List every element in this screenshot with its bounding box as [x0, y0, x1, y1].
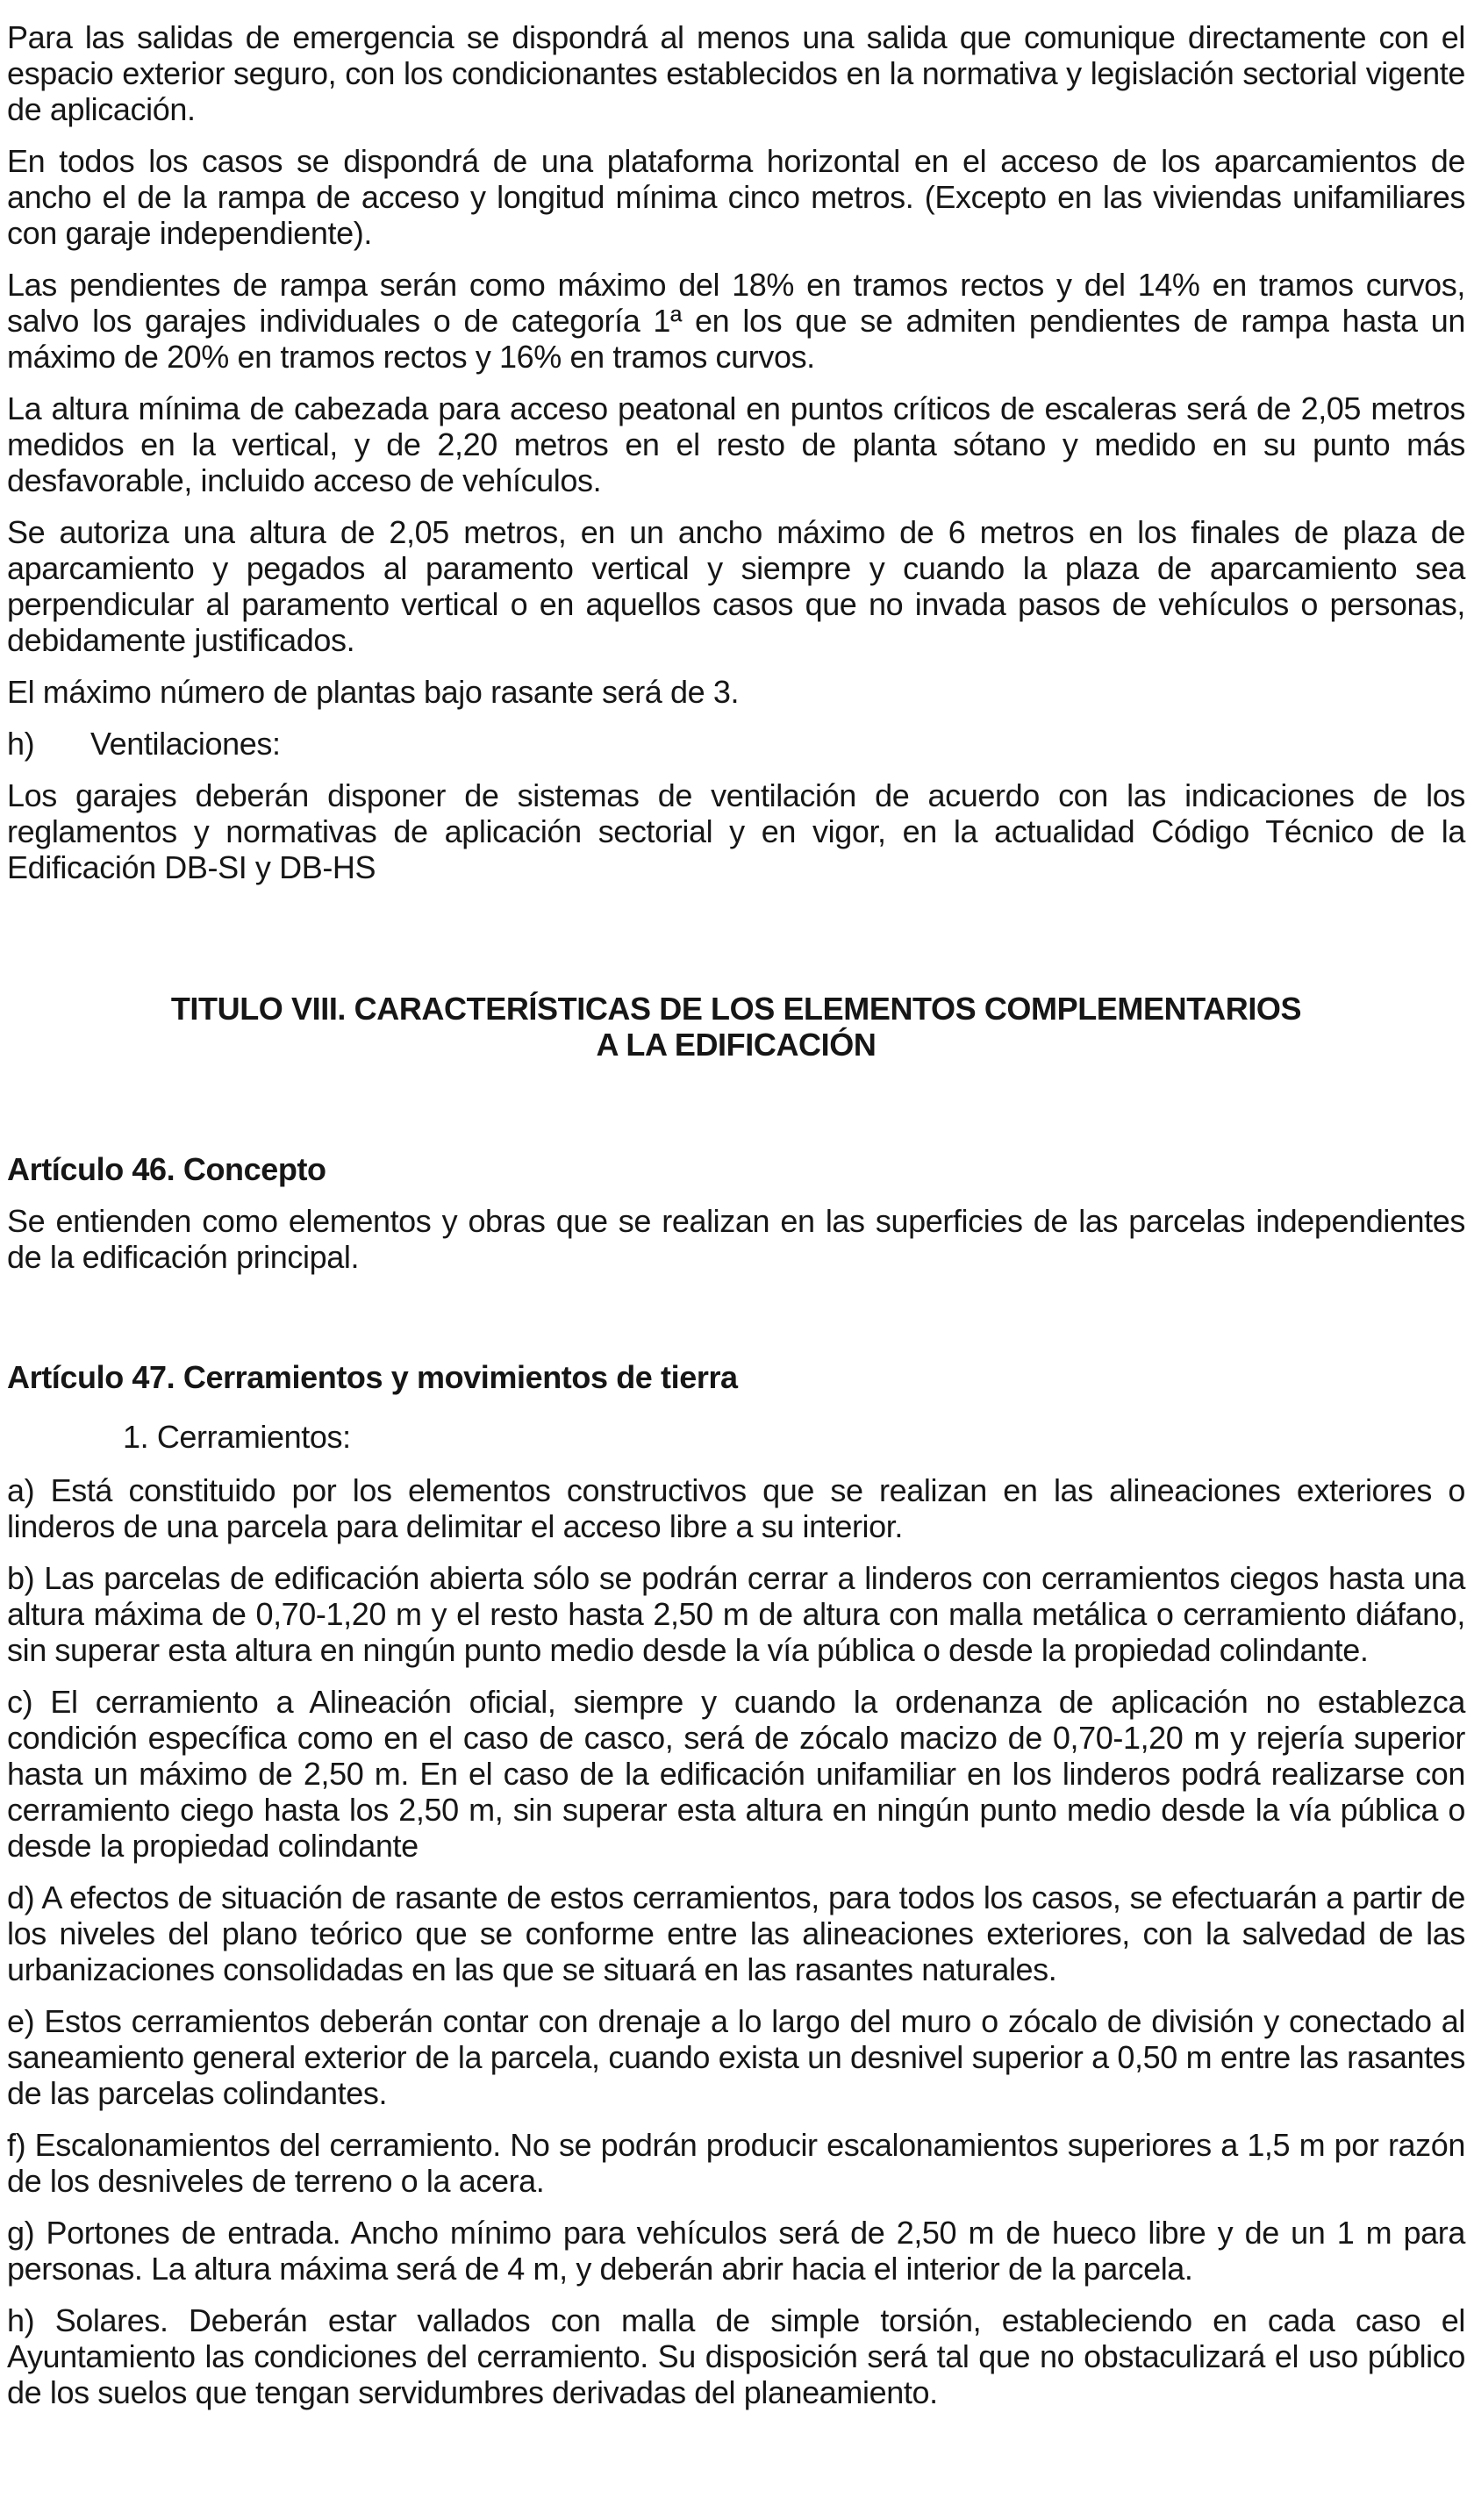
articulo-47-letra-e: e) Estos cerramientos deberán contar con drenaje a lo largo del muro o zócalo de división y conectado al saneamiento general exterior de la parcela, cuando exista un desnivel superior a 0,50 m entre las rasantes de las parcelas colindantes.	[7, 2003, 1465, 2111]
articulo-46-body: Se entienden como elementos y obras que se realizan en las superficies de las parcelas independientes de la edificación principal.	[7, 1203, 1465, 1275]
articulo-47-heading: Artículo 47. Cerramientos y movimientos de tierra	[7, 1359, 738, 1395]
articulo-47-letra-g: g) Portones de entrada. Ancho mínimo para vehículos será de 2,50 m de hueco libre y de un 1 m para personas. La altura máxima será de 4 m, y deberán abrir hacia el interior de la parcela.	[7, 2215, 1465, 2287]
list-item-h-text: Ventilaciones:	[90, 726, 281, 762]
list-item-h-ventilaciones	[7, 726, 1465, 762]
articulo-46-heading: Artículo 46. Concepto	[7, 1151, 326, 1187]
paragraph-pendientes-rampa: Las pendientes de rampa serán como máximo del 18% en tramos rectos y del 14% en tramos curvos, salvo los garajes individuales o de categoría 1ª en los que se admiten pendientes de rampa hasta un máximo de 20% en tramos rectos y 16% en tramos curvos.	[7, 267, 1465, 375]
titulo-viii-heading	[7, 991, 1465, 1063]
titulo-viii-line1: TITULO VIII. CARACTERÍSTICAS DE LOS ELEMENTOS COMPLEMENTARIOS	[170, 991, 1302, 1027]
articulo-47-letra-d: d) A efectos de situación de rasante de estos cerramientos, para todos los casos, se efectuarán a partir de los niveles del plano teórico que se conforme entre las alineaciones exteriores, con la salvedad de las urbanizaciones consolidadas en las que se situará en las rasantes naturales.	[7, 1879, 1465, 1987]
articulo-47-letra-c: c) El cerramiento a Alineación oficial, siempre y cuando la ordenanza de aplicación no establezca condición específica como en el caso de casco, será de zócalo macizo de 0,70-1,20 m y rejería superior hasta un máximo de 2,50 m. En el caso de la edificación unifamiliar en los linderos podrá realizarse con cerramiento ciego hasta los 2,50 m, sin superar esta altura en ningún punto medio desde la vía pública o desde la propiedad colindante	[7, 1684, 1465, 1864]
articulo-47-item-1: 1. Cerramientos:	[123, 1419, 351, 1455]
paragraph-salidas-emergencia: Para las salidas de emergencia se dispondrá al menos una salida que comunique directamente con el espacio exterior seguro, con los condicionantes establecidos en la normativa y legislación sectorial vigente de aplicación.	[7, 19, 1465, 127]
articulo-47-letra-f: f) Escalonamientos del cerramiento. No se podrán producir escalonamientos superiores a 1,5 m por razón de los desniveles de terreno o la acera.	[7, 2127, 1465, 2199]
articulo-47-letra-h: h) Solares. Deberán estar vallados con malla de simple torsión, estableciendo en cada caso el Ayuntamiento las condiciones del cerramiento. Su disposición será tal que no obstaculizará el uso público de los suelos que tengan servidumbres derivadas del planeamiento.	[7, 2302, 1465, 2410]
paragraph-altura-minima-cabezada: La altura mínima de cabezada para acceso peatonal en puntos críticos de escaleras será de 2,05 metros medidos en la vertical, y de 2,20 metros en el resto de planta sótano y medido en su punto más desfavorable, incluido acceso de vehículos.	[7, 390, 1465, 498]
articulo-47-letra-a: a) Está constituido por los elementos constructivos que se realizan en las alineaciones exteriores o linderos de una parcela para delimitar el acceso libre a su interior.	[7, 1472, 1465, 1544]
articulo-47-letra-b: b) Las parcelas de edificación abierta sólo se podrán cerrar a linderos con cerramientos ciegos hasta una altura máxima de 0,70-1,20 m y el resto hasta 2,50 m de altura con malla metálica o cerramiento diáfano, sin superar esta altura en ningún punto medio desde la vía pública o desde la propiedad colindante.	[7, 1560, 1465, 1668]
list-item-h-label: h)	[7, 726, 35, 762]
paragraph-plataforma-horizontal: En todos los casos se dispondrá de una plataforma horizontal en el acceso de los aparcamientos de ancho el de la rampa de acceso y longitud mínima cinco metros. (Excepto en las viviendas unifamiliares con garaje independiente).	[7, 143, 1465, 251]
paragraph-garajes-ventilacion: Los garajes deberán disponer de sistemas de ventilación de acuerdo con las indicaciones de los reglamentos y normativas de aplicación sectorial y en vigor, en la actualidad Código Técnico de la Edificación DB-SI y DB-HS	[7, 777, 1465, 885]
paragraph-max-plantas: El máximo número de plantas bajo rasante será de 3.	[7, 674, 740, 710]
titulo-viii-line2: A LA EDIFICACIÓN	[596, 1027, 877, 1063]
paragraph-altura-autorizada: Se autoriza una altura de 2,05 metros, en un ancho máximo de 6 metros en los finales de plaza de aparcamiento y pegados al paramento vertical y siempre y cuando la plaza de aparcamiento sea perpendicular al paramento vertical o en aquellos casos que no invada pasos de vehículos o personas, debidamente justificados.	[7, 514, 1465, 658]
